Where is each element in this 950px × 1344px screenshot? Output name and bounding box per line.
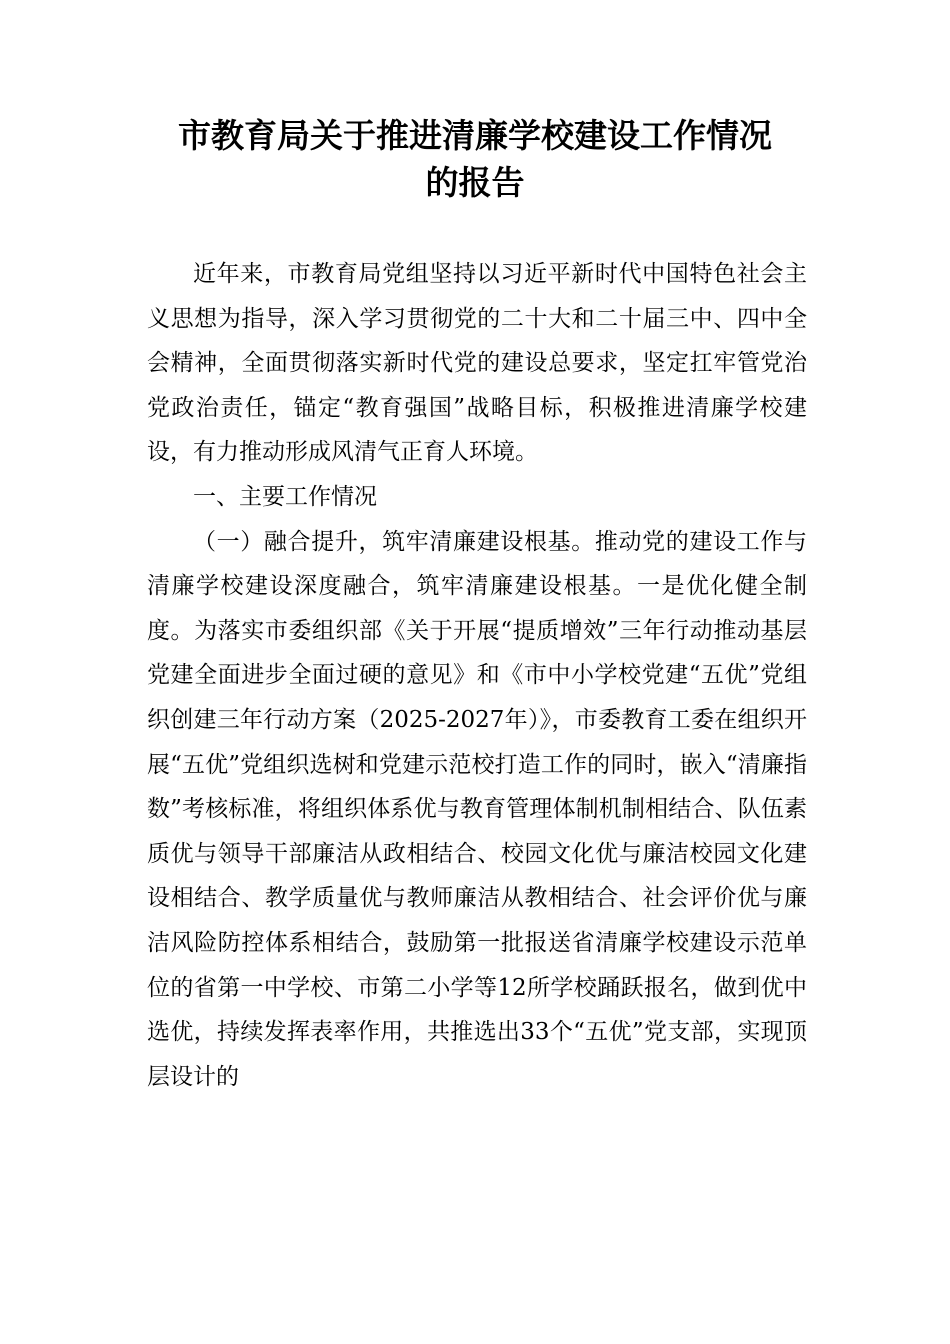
subsection-paragraph-integration	[147, 520, 807, 1100]
document-title-line-2: 的报告	[425, 163, 525, 202]
document-title	[100, 112, 850, 206]
document-title-line-1: 市教育局关于推进清廉学校建设工作情况	[178, 116, 772, 155]
intro-paragraph: 近年来，市教育局党组坚持以习近平新时代中国特色社会主义思想为指导，深入学习贯彻党的二十大和二十届三中、四中全会精神，全面贯彻落实新时代党的建设总要求，坚定扛牢管党治党政治责任，锚定“教育强国”战略目标，积极推进清廉学校建设，有力推动形成风清气正育人环境。	[147, 261, 807, 466]
document-body	[147, 252, 807, 1099]
subsection-text-part-a: 推动党的建设工作与清廉学校建设深度融合，筑牢清廉建设根基。一是优化健全制度。为落实市委组织部《关于开展“提质增效”三年行动推动基层党建全面进步全面过硬的意见》和《市中小学校党建“五优”党组织创建三年行动方案	[147, 528, 808, 733]
subsection-text-part-b: ，市委教育工委在组织开展“五优”党组织选树和党建示范校打造工作的同时，嵌入“清廉指数”考核标准，将组织体系优与教育管理体制机制相结合、队伍素质优与领导干部廉洁从政相结合、校园文化优与廉洁校园文化建设相结合、教学质量优与教师廉洁从教相结合、社会评价优与廉洁风险防控体系相结合，鼓励第一批报送省清廉学校建设示范单位的省第一中学校、市第二小学等12所学校踊跃报名，做到优中选优，持续发挥表率作用，共推选出33个“五优”党支部，实现顶层设计的	[147, 706, 808, 1090]
section-heading-main-work: 一、主要工作情况	[193, 483, 377, 510]
subsection-text-years: （2025-2027年）》	[356, 706, 552, 733]
subsection-lead: （一）融合提升，筑牢清廉建设根基。	[193, 528, 595, 555]
